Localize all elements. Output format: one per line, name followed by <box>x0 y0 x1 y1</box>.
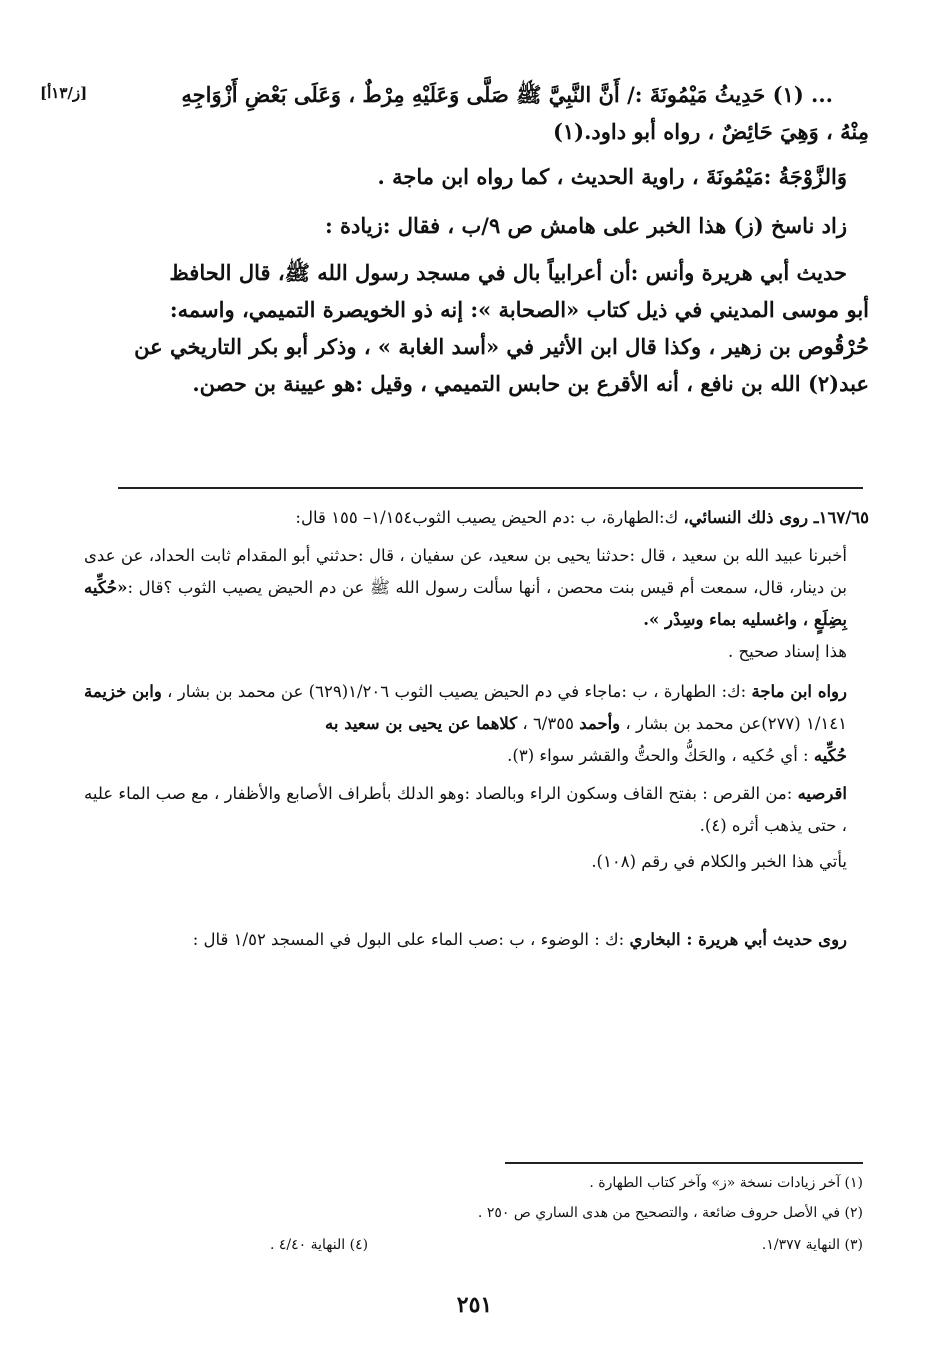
footnote: (٢) في الأصل حروف ضائعة ، والتصحيح من هدى الساري ص ٢٥٠ . <box>477 1205 863 1221</box>
hadith-number: ١٦٧/٦٥ـ روى ذلك النسائي، <box>683 508 869 527</box>
source-name: وأحمد <box>579 714 621 733</box>
source-summary: كلاهما عن يحيى بن سعيد به <box>325 714 518 733</box>
footnote: (٣) النهاية ١/٣٧٧. <box>761 1237 863 1253</box>
source-text: ٦/٣٥٥ ، <box>517 714 580 733</box>
section-divider <box>118 487 863 489</box>
main-line: حُرْقُوص بن زهير ، وكذا قال ابن الأثير في «أسد الغابة » ، وذكر أبو بكر التاريخي عن <box>134 334 869 359</box>
footnote: (١) آخر زيادات نسخة «ز» وآخر كتاب الطهارة . <box>589 1175 863 1191</box>
bukhari-reference <box>84 924 869 956</box>
gloss-text: :من القرص : بفتح القاف وسكون الراء وبالصاد :وهو الدلك بأطراف الأصابع والأظفار ، مع صب الماء عليه ، حتى يذهب أثره (٤). <box>84 784 847 835</box>
page-number: ٢٥١ <box>456 1292 493 1318</box>
footnote-divider <box>505 1162 863 1164</box>
main-line: زاد ناسخ (ز) هذا الخبر على هامش ص ٩/ب ، فقال :زيادة : <box>324 213 847 238</box>
gloss-paragraph <box>84 740 869 772</box>
footnote: (٤) النهاية ٤/٤٠ . <box>270 1237 369 1253</box>
main-line: مِنْهُ ، وَهِيَ حَائِضٌ ، رواه أبو داود.(١) <box>552 119 869 144</box>
isnad-text: أخبرنا عبيد الله بن سعيد ، قال :حدثنا يحيى بن سعيد، عن سفيان ، قال :حدثني أبو المقدام ثابت الحداد، عن عدى بن دينار، قال، سمعت أم قيس بنت محصن ، أنها سألت رسول الله ﷺ عن دم الحيض يصيب الثوب ؟قال : <box>84 546 847 597</box>
source-name: روى حديث أبي هريرة : البخاري <box>629 930 847 949</box>
main-line: عبد(٢) الله بن نافع ، أنه الأقرع بن حابس التميمي ، وقيل :هو عيينة بن حصن. <box>192 371 869 396</box>
gloss-text: : أي حُكيه ، والحَكُّ والحتُّ والقشر سواء (٣). <box>507 746 814 765</box>
source-text: :ك : الوضوء ، ب :صب الماء على البول في المسجد ١/٥٢ قال : <box>192 930 630 949</box>
hadith-quote: «حُكِّيه بِضِلَعٍ ، واغسليه بماء وسِدْر ». <box>84 578 847 629</box>
main-line: أبو موسى المديني في ذيل كتاب «الصحابة »: إنه ذو الخويصرة التميمي، واسمه: <box>169 297 869 322</box>
source-text: :ك: الطهارة ، ب :ماجاء في دم الحيض يصيب الثوب ١/٢٠٦(٦٢٩) عن محمد بن بشار ، <box>161 682 752 701</box>
cross-reference: يأتي هذا الخبر والكلام في رقم (١٠٨). <box>591 852 847 871</box>
isnad-paragraph <box>84 540 869 636</box>
source-text: ١/١٤١ (٢٧٧)عن محمد بن بشار ، <box>620 714 847 733</box>
main-line: حديث أبي هريرة وأنس :أن أعرابياً بال في مسجد رسول الله ﷺ، قال الحافظ <box>169 260 847 285</box>
source-name: وابن خزيمة <box>84 682 162 701</box>
gloss-paragraph <box>84 778 869 842</box>
margin-reference: [ز/١٣أ] <box>40 84 88 102</box>
gloss-term: اقرصيه <box>797 784 847 803</box>
hadith-source: ك:الطهارة، ب :دم الحيض يصيب الثوب١/١٥٤– ١٥٥ قال: <box>295 508 684 527</box>
takhrij-paragraph <box>84 676 869 740</box>
main-text <box>84 76 869 402</box>
grading: هذا إسناد صحيح . <box>728 642 847 661</box>
source-name: رواه ابن ماجة <box>751 682 847 701</box>
main-line: وَالزَّوْجَةُ :مَيْمُونَةَ ، راوية الحديث ، كما رواه ابن ماجة . <box>377 164 847 189</box>
hadith-reference <box>84 502 869 534</box>
main-line: ... (١) حَدِيثُ مَيْمُونَةَ :/ أَنَّ النَّبِيَّ ﷺ صَلَّى وَعَلَيْهِ مِرْطٌ ، وَعَلَى بَعْضِ أَزْوَاجِهِ <box>181 82 833 107</box>
gloss-term: حُكِّيه <box>813 746 847 765</box>
commentary <box>84 502 869 956</box>
